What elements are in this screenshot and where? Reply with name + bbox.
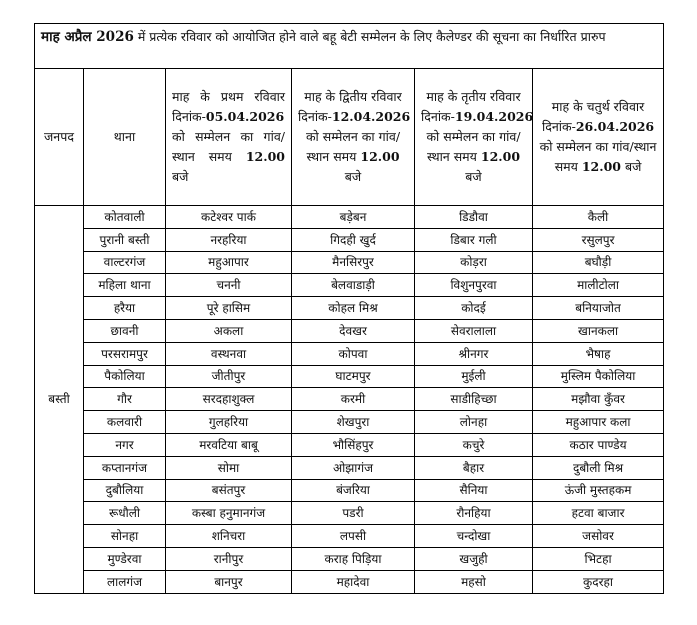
venue-cell-s1: रानीपुर [166, 547, 292, 570]
venue-cell-s4: कठार पाण्डेय [533, 433, 664, 456]
venue-cell-s4: महुआपार कला [533, 411, 664, 434]
table-row [35, 388, 664, 411]
venue-cell-s4: कैली [533, 206, 664, 229]
venue-cell-s2: कोपवा [292, 342, 415, 365]
district-cell: बस्ती [35, 206, 84, 594]
venue-cell-s3: विशुनपुरवा [415, 274, 533, 297]
venue-cell-s4: कुदरहा [533, 570, 664, 593]
header-text: माह के प्रथम रविवार दिनांक- [172, 89, 285, 124]
police-station-cell: परसरामपुर [84, 342, 166, 365]
police-station-cell: छावनी [84, 319, 166, 342]
venue-cell-s2: गिदही खुर्द [292, 228, 415, 251]
table-row [35, 547, 664, 570]
venue-cell-s4: मझौवा कुँवर [533, 388, 664, 411]
venue-cell-s1: वस्थनवा [166, 342, 292, 365]
table-row [35, 274, 664, 297]
venue-cell-s2: करमी [292, 388, 415, 411]
police-station-cell: कलवारी [84, 411, 166, 434]
header-row [35, 69, 664, 206]
table-row [35, 251, 664, 274]
police-station-cell: कप्तानगंज [84, 456, 166, 479]
venue-cell-s1: गुलहरिया [166, 411, 292, 434]
header-text: को सम्मेलन का गांव/स्थान समय [426, 129, 521, 164]
venue-cell-s4: बघौड़ी [533, 251, 664, 274]
venue-cell-s3: कोड़रा [415, 251, 533, 274]
header-date: 12.04.2026 [331, 109, 411, 124]
police-station-cell: दुबौलिया [84, 479, 166, 502]
venue-cell-s3: डिडौवा [415, 206, 533, 229]
header-time: 12.00 [480, 149, 521, 164]
header-sunday-4 [533, 69, 664, 206]
header-text: बजे [172, 169, 189, 184]
venue-cell-s1: नरहरिया [166, 228, 292, 251]
venue-cell-s3: मुईली [415, 365, 533, 388]
venue-cell-s3: लोनहा [415, 411, 533, 434]
venue-cell-s3: डिबार गली [415, 228, 533, 251]
header-text: को सम्मेलन का गांव/स्थान समय [305, 129, 401, 164]
table-row [35, 319, 664, 342]
table-row [35, 456, 664, 479]
table-row [35, 433, 664, 456]
venue-cell-s2: शेखपुरा [292, 411, 415, 434]
venue-cell-s2: बड़ेबन [292, 206, 415, 229]
table-row [35, 228, 664, 251]
venue-cell-s1: शनिचरा [166, 525, 292, 548]
venue-cell-s1: बानपुर [166, 570, 292, 593]
venue-cell-s3: रौनहिया [415, 502, 533, 525]
venue-cell-s4: मालीटोला [533, 274, 664, 297]
venue-cell-s4: भिटहा [533, 547, 664, 570]
police-station-cell: महिला थाना [84, 274, 166, 297]
header-sunday-3 [415, 69, 533, 206]
venue-cell-s1: अकला [166, 319, 292, 342]
police-station-cell: पैकोलिया [84, 365, 166, 388]
schedule-table [34, 23, 664, 594]
venue-cell-s2: लपसी [292, 525, 415, 548]
venue-cell-s2: कोहल मिश्र [292, 297, 415, 320]
venue-cell-s2: पडरी [292, 502, 415, 525]
venue-cell-s1: जीतीपुर [166, 365, 292, 388]
header-time: 12.00 [581, 159, 621, 174]
police-station-cell: मुण्डेरवा [84, 547, 166, 570]
venue-cell-s1: कटेश्वर पार्क [166, 206, 292, 229]
header-text: बजे [344, 169, 362, 184]
table-row [35, 365, 664, 388]
table-row [35, 570, 664, 593]
table-row [35, 411, 664, 434]
venue-cell-s3: चन्दोखा [415, 525, 533, 548]
table-row [35, 525, 664, 548]
venue-cell-s4: हटवा बाजार [533, 502, 664, 525]
police-station-cell: पुरानी बस्ती [84, 228, 166, 251]
police-station-cell: नगर [84, 433, 166, 456]
venue-cell-s1: बसंतपुर [166, 479, 292, 502]
police-station-cell: वाल्टरगंज [84, 251, 166, 274]
header-time: 12.00 [360, 149, 400, 164]
venue-cell-s2: मैनसिरपुर [292, 251, 415, 274]
venue-cell-s1: सरदहाशुक्ल [166, 388, 292, 411]
venue-cell-s3: कचुरे [415, 433, 533, 456]
table-row [35, 297, 664, 320]
venue-cell-s2: भौसिंहपुर [292, 433, 415, 456]
header-text: माह के चतुर्थ रविवार दिनांक- [541, 99, 645, 134]
header-text: बजे [621, 159, 642, 174]
header-time: 12.00 [245, 149, 285, 164]
header-text: माह के द्वितीय रविवार दिनांक- [298, 89, 402, 124]
table-row [35, 206, 664, 229]
venue-cell-s2: घाटमपुर [292, 365, 415, 388]
header-police-station: थाना [84, 69, 166, 206]
police-station-cell: लालगंज [84, 570, 166, 593]
venue-cell-s4: जसोवर [533, 525, 664, 548]
venue-cell-s4: खानकला [533, 319, 664, 342]
venue-cell-s3: महसो [415, 570, 533, 593]
header-sunday-2 [292, 69, 415, 206]
venue-cell-s3: श्रीनगर [415, 342, 533, 365]
header-text: को सम्मेलन का गांव/स्थान समय [539, 139, 657, 174]
header-text: को सम्मेलन का गांव/स्थान समय [172, 129, 285, 164]
police-station-cell: सोनहा [84, 525, 166, 548]
venue-cell-s1: चननी [166, 274, 292, 297]
header-date: 19.04.2026 [454, 109, 534, 124]
document [34, 23, 663, 594]
venue-cell-s4: रसुलपुर [533, 228, 664, 251]
venue-cell-s2: बंजरिया [292, 479, 415, 502]
venue-cell-s4: ऊंजी मुस्तहकम [533, 479, 664, 502]
venue-cell-s4: बनियाजोत [533, 297, 664, 320]
header-text: माह के तृतीय रविवार दिनांक- [421, 89, 521, 124]
header-district: जनपद [35, 69, 84, 206]
venue-cell-s1: पूरे हासिम [166, 297, 292, 320]
header-sunday-1 [166, 69, 292, 206]
header-date: 05.04.2026 [205, 109, 285, 124]
venue-cell-s3: सेवरालाला [415, 319, 533, 342]
venue-cell-s1: मरवटिया बाबू [166, 433, 292, 456]
header-date: 26.04.2026 [575, 119, 655, 134]
venue-cell-s1: महुआपार [166, 251, 292, 274]
venue-cell-s2: कराह पिड़िया [292, 547, 415, 570]
police-station-cell: गौर [84, 388, 166, 411]
venue-cell-s1: कस्बा हनुमानगंज [166, 502, 292, 525]
police-station-cell: कोतवाली [84, 206, 166, 229]
venue-cell-s4: दुबौली मिश्र [533, 456, 664, 479]
venue-cell-s3: सैनिया [415, 479, 533, 502]
venue-cell-s4: मुस्लिम पैकोलिया [533, 365, 664, 388]
venue-cell-s2: महादेवा [292, 570, 415, 593]
venue-cell-s2: देवखर [292, 319, 415, 342]
venue-cell-s2: बेलवाडाड़ी [292, 274, 415, 297]
venue-cell-s3: खजुही [415, 547, 533, 570]
venue-cell-s2: ओझागंज [292, 456, 415, 479]
police-station-cell: रूधौली [84, 502, 166, 525]
table-row [35, 502, 664, 525]
venue-cell-s3: कोदई [415, 297, 533, 320]
venue-cell-s3: बैहार [415, 456, 533, 479]
venue-cell-s3: साडीहिच्छा [415, 388, 533, 411]
table-title [35, 24, 664, 69]
table-row [35, 479, 664, 502]
venue-cell-s4: भैषाह [533, 342, 664, 365]
police-station-cell: हरैया [84, 297, 166, 320]
title-rest: में प्रत्येक रविवार को आयोजित होने वाले बहू बेटी सम्मेलन के लिए कैलेण्डर की सूचना का निर्धारित प्रारुप [133, 29, 606, 44]
table-row [35, 342, 664, 365]
header-text: बजे [465, 169, 482, 184]
title-bold: माह अप्रैल 2026 [41, 29, 134, 45]
venue-cell-s1: सोमा [166, 456, 292, 479]
